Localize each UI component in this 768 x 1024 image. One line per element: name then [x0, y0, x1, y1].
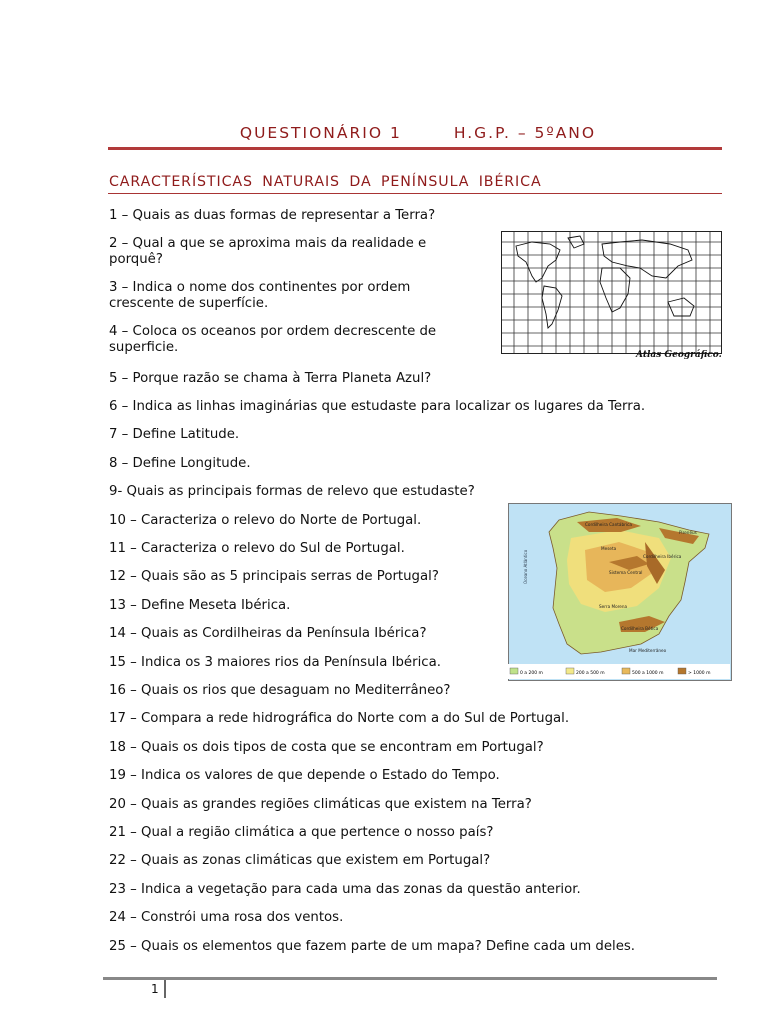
- question-item: 18 – Quais os dois tipos de costa que se encontram em Portugal?: [109, 740, 544, 755]
- question-item: 10 – Caracteriza o relevo do Norte de Portugal.: [109, 513, 422, 528]
- question-item: 13 – Define Meseta Ibérica.: [109, 598, 291, 613]
- question-item: 7 – Define Latitude.: [109, 427, 240, 442]
- legend-swatch: [510, 668, 518, 674]
- legend-label: 500 a 1000 m: [632, 671, 664, 676]
- legend-swatch: [622, 668, 630, 674]
- question-item: 20 – Quais as grandes regiões climáticas que existem na Terra?: [109, 797, 532, 812]
- iberia-map-legend: [508, 664, 730, 679]
- question-item: 6 – Indica as linhas imaginárias que estudaste para localizar os lugares da Terra.: [109, 399, 646, 414]
- legend-label: 0 a 200 m: [520, 671, 543, 676]
- page-number-bar: [164, 980, 166, 998]
- world-map-graphic: [502, 232, 721, 353]
- page-title: [0, 124, 768, 142]
- world-map-caption: Atlas Geográfico.: [636, 350, 722, 360]
- question-item: 12 – Quais são as 5 principais serras de Portugal?: [109, 569, 439, 584]
- question-item: 22 – Quais as zonas climáticas que existem em Portugal?: [109, 853, 491, 868]
- question-item: 21 – Qual a região climática a que pertence o nosso país?: [109, 825, 494, 840]
- question-item: 1 – Quais as duas formas de representar a Terra?: [109, 208, 436, 223]
- label-mar-mediterraneo: Mar Mediterrâneo: [629, 648, 667, 653]
- section-title: CARACTERÍSTICAS NATURAIS DA PENÍNSULA IBÉRICA: [109, 174, 542, 190]
- question-item: 2 – Qual a que se aproxima mais da realidade e porquê?: [109, 236, 427, 267]
- section-divider: [108, 193, 722, 194]
- legend-graphic: [508, 664, 730, 679]
- label-oceano-atlantico: Oceano Atlântico: [523, 549, 528, 584]
- title-right: H.G.P. – 5ºANO: [453, 124, 597, 142]
- iberia-map-graphic: [509, 504, 731, 680]
- label-cordilheira-cantabrica: Cordilheira Cantábrica: [585, 522, 632, 527]
- question-item: 9- Quais as principais formas de relevo que estudaste?: [109, 484, 475, 499]
- question-item: 19 – Indica os valores de que depende o Estado do Tempo.: [109, 768, 500, 783]
- question-item: 5 – Porque razão se chama à Terra Planeta Azul?: [109, 371, 432, 386]
- legend-label: 200 a 500 m: [576, 671, 605, 676]
- page-number: 1: [151, 982, 159, 996]
- question-item: 15 – Indica os 3 maiores rios da Península Ibérica.: [109, 655, 441, 670]
- question-item: 11 – Caracteriza o relevo do Sul de Portugal.: [109, 541, 405, 556]
- question-item: 3 – Indica o nome dos continentes por ordem crescente de superfície.: [109, 280, 411, 311]
- world-map-image: [501, 231, 722, 354]
- question-item: 16 – Quais os rios que desaguam no Mediterrâneo?: [109, 683, 451, 698]
- label-meseta: Meseta: [601, 546, 617, 551]
- question-item: 14 – Quais as Cordilheiras da Península Ibérica?: [109, 626, 427, 641]
- iberia-relief-map-image: [508, 503, 732, 681]
- label-serra-morena: Serra Morena: [599, 604, 628, 609]
- header-divider: [108, 147, 722, 150]
- legend-swatch: [678, 668, 686, 674]
- legend-swatch: [566, 668, 574, 674]
- footer-divider: [103, 977, 717, 980]
- question-item: 8 – Define Longitude.: [109, 456, 251, 471]
- label-cordilheira-iberica: Cordilheira Ibérica: [643, 554, 682, 559]
- question-item: 25 – Quais os elementos que fazem parte de um mapa? Define cada um deles.: [109, 939, 636, 954]
- question-item: 23 – Indica a vegetação para cada uma das zonas da questão anterior.: [109, 882, 581, 897]
- question-item: 17 – Compara a rede hidrográfica do Norte com a do Sul de Portugal.: [109, 711, 570, 726]
- legend-label: > 1000 m: [688, 671, 711, 676]
- label-sistema-central: Sistema Central: [609, 570, 643, 575]
- label-pireneus: Pirenéus: [679, 530, 697, 535]
- question-item: 4 – Coloca os oceanos por ordem decrescente de superficie.: [109, 324, 437, 355]
- title-left: QUESTIONÁRIO 1: [239, 124, 402, 142]
- question-item: 24 – Constrói uma rosa dos ventos.: [109, 910, 344, 925]
- label-cordilheira-betica: Cordilheira Bética: [621, 626, 659, 631]
